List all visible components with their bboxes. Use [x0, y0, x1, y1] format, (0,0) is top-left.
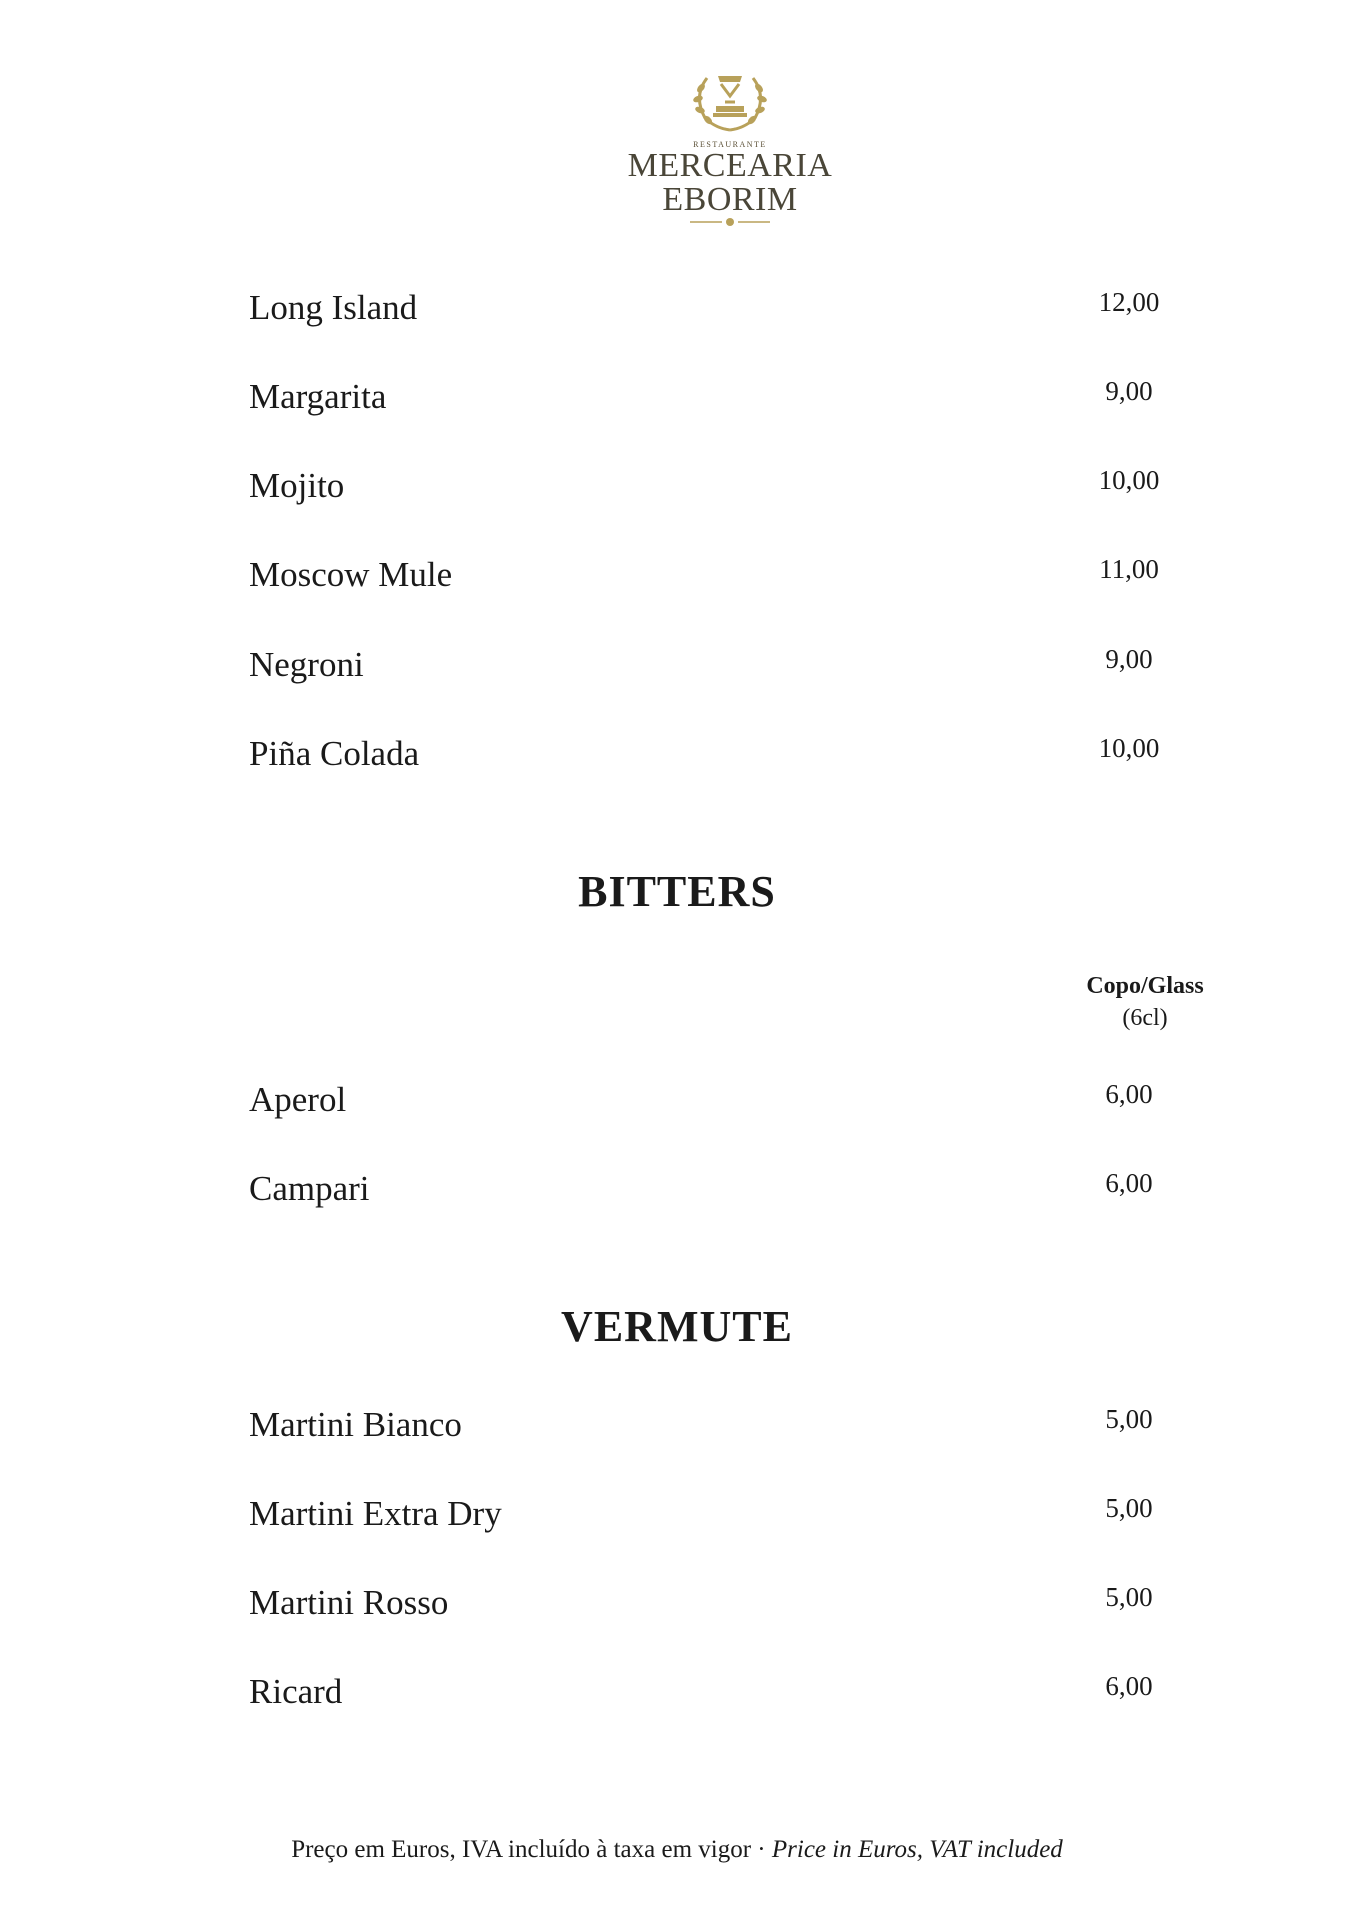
menu-item — [249, 1078, 1179, 1128]
logo-subtitle: RESTAURANTE — [693, 140, 767, 149]
item-price: 6,00 — [1105, 1671, 1153, 1701]
menu-item — [249, 1581, 1179, 1631]
item-name: Mojito — [249, 466, 345, 505]
item-price: 5,00 — [1105, 1582, 1153, 1612]
section-title: BITTERS — [578, 867, 776, 916]
item-price: 11,00 — [1099, 554, 1159, 584]
item-name: Margarita — [249, 377, 387, 416]
column-header — [1070, 970, 1220, 1034]
menu-item — [249, 1492, 1179, 1542]
footnote-en: Price in Euros, VAT included — [771, 1836, 1063, 1863]
item-name: Campari — [249, 1169, 370, 1208]
menu-item — [249, 1167, 1179, 1217]
item-price: 5,00 — [1105, 1493, 1153, 1523]
item-price: 10,00 — [1098, 465, 1160, 495]
item-price: 6,00 — [1105, 1079, 1153, 1109]
logo-name-line1: MERCEARIA — [627, 147, 833, 184]
ornament-divider-icon — [690, 217, 770, 227]
item-price: 9,00 — [1105, 376, 1153, 406]
item-price: 9,00 — [1105, 644, 1153, 674]
item-name: Negroni — [249, 645, 364, 684]
footnote-pt: Preço em Euros, IVA incluído à taxa em vigor · — [291, 1836, 772, 1863]
item-price: 10,00 — [1098, 733, 1160, 763]
menu-item — [249, 1670, 1179, 1720]
item-name: Martini Rosso — [249, 1583, 449, 1622]
laurel-crest-icon — [685, 66, 775, 136]
item-name: Ricard — [249, 1672, 343, 1711]
restaurant-logo — [620, 66, 840, 246]
item-price: 12,00 — [1098, 287, 1160, 317]
item-name: Long Island — [249, 288, 418, 327]
menu-item — [249, 286, 1179, 336]
column-header-sub: (6cl) — [1122, 1005, 1168, 1031]
logo-name-line2: EBORIM — [662, 181, 798, 218]
menu-item — [249, 553, 1179, 603]
item-price: 6,00 — [1105, 1168, 1153, 1198]
price-footnote — [0, 1836, 1354, 1864]
item-name: Martini Bianco — [249, 1405, 462, 1444]
menu-item — [249, 643, 1179, 693]
item-name: Aperol — [249, 1080, 347, 1119]
menu-item — [249, 732, 1179, 782]
section-title: VERMUTE — [561, 1302, 793, 1351]
column-header-label: Copo/Glass — [1086, 973, 1204, 999]
item-name: Martini Extra Dry — [249, 1494, 502, 1533]
item-name: Moscow Mule — [249, 555, 453, 594]
menu-item — [249, 1403, 1179, 1453]
menu-item — [249, 375, 1179, 425]
menu-item — [249, 464, 1179, 514]
item-price: 5,00 — [1105, 1404, 1153, 1434]
item-name: Piña Colada — [249, 734, 420, 773]
